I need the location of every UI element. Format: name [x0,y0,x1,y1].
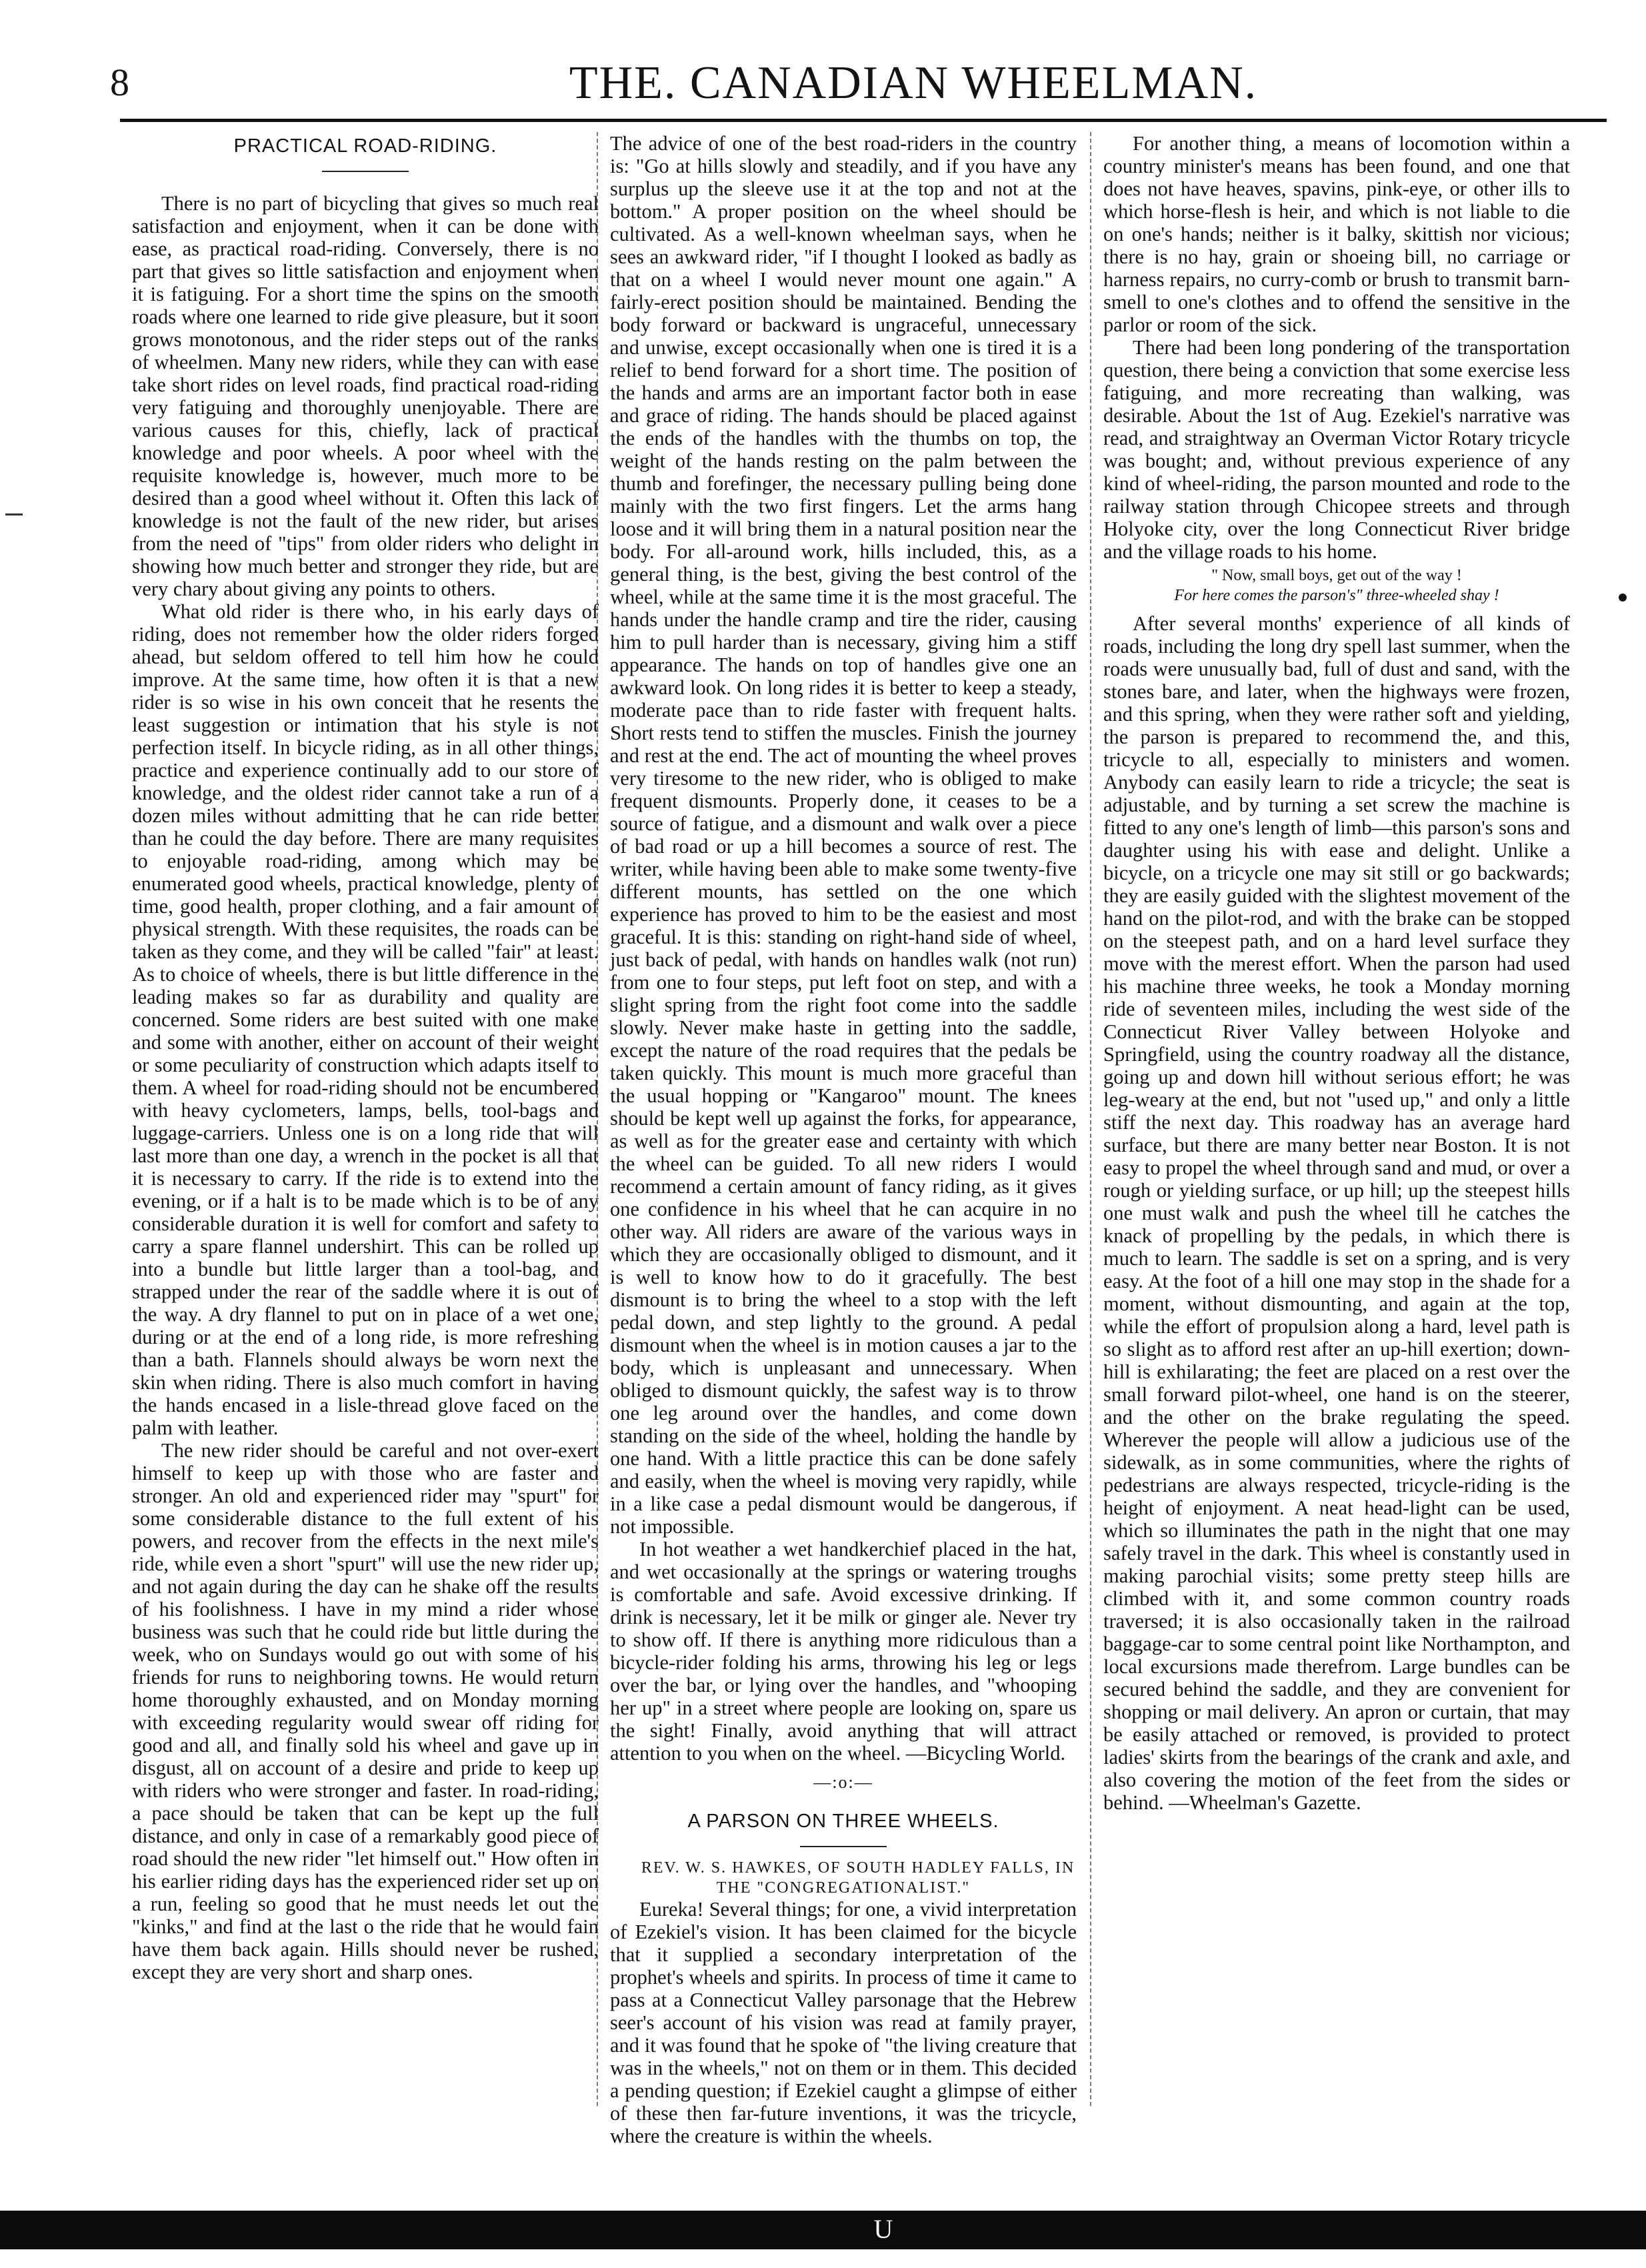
column-rule [1090,132,1091,2106]
page-number: 8 [110,61,129,104]
article-title: PRACTICAL ROAD-RIDING. [233,135,497,157]
masthead: THE. CANADIAN WHEELMAN. [569,57,1258,109]
paragraph: The new rider should be careful and not over-exert himself to keep up with those who are faster and stronger. An old and experienced rider may "spurt" for some considerable distance to the full extent of his powers, and recover from the effects in the next mile's ride, while even a short "spurt" will use the new rider up, and not again during the day can he shake off the results of his foolishness. I have in my mind a rider whose business was such that he could ride but little during the week, who on Sundays would go out with some of his friends for runs to neighboring towns. He would return home thoroughly exhausted, and on Monday morning with exceeding regularity would swear off riding for good and all, and finally sold his wheel and gave up in disgust, all on account of a desire and pride to keep up with riders who were stronger and faster. In road-riding, a pace should be taken that can be kept up the full distance, and only in case of a remarkably good piece of road should the new rider "let himself out." How often in his earlier riding days has the experienced rider set up on a run, feeling so good that he must needs let out the "kinks," and find at the last o the ride that he would fain have them back again. Hills should never be rushed, except they are very short and sharp ones. [132,1439,599,1983]
paragraph: The advice of one of the best road-riders in the country is: "Go at hills slowly and steadily, and if you have any surplus up the sleeve use it at the top and not at the bottom." A proper position on the wheel should be cultivated. As a well-known wheelman says, when he sees an awkward rider, "if I thought I looked as badly as that on a wheel I would never mount one again." A fairly-erect position should be maintained. Bending the body forward or backward is ungraceful, unnecessary and unwise, except occasionally when one is tired it is a relief to bend forward for a short time. The position of the hands and arms are an important factor both in ease and grace of riding. The hands should be placed against the ends of the handles with the thumbs on top, the weight of the hands resting on the palm between the thumb and forefinger, the necessary pulling being done mainly with the two first fingers. Let the arms hang loose and it will bring them in a natural position near the body. For all-around work, hills included, this, as a general thing, is the best, giving the best control of the wheel, while at the same time it is the most graceful. The hands under the handle cramp and tire the rider, causing him to pull harder than is necessary, giving him a stiff appearance. The hands on top of handles give one an awkward look. On long rides it is better to keep a steady, moderate pace than to ride faster with frequent halts. Short rests tend to stiffen the muscles. Finish the journey and rest at the end. The act of mounting the wheel proves very tiresome to the new rider, who is obliged to make frequent dismounts. Properly done, it ceases to be a source of fatigue, and a dismount and walk over a piece of bad road or up a hill becomes a source of rest. The writer, while having been able to make some twenty-five different mounts, has settled on the one which experience has proved to him to be the easiest and most graceful. It is this: standing on right-hand side of wheel, just back of pedal, with hands on handles walk (not run) from one to four steps, put left foot on step, and with a slight spring from the right foot come into the saddle slowly. Never make haste in getting into the saddle, except the nature of the road requires that the pedals be taken quickly. This mount is much more graceful than the usual hopping or "Kangaroo" mount. The knees should be kept well up against the forks, for appearance, as well as for the greater ease and certainty with which the wheel can be guided. To all new riders I would recommend a certain amount of fancy riding, as it gives one confidence in his wheel that he can acquire in no other way. All riders are aware of the various ways in which they are occasionally obliged to dismount, and it is well to know how to do it gracefully. The best dismount is to bring the wheel to a stop with the left pedal down, and step lightly to the ground. A pedal dismount when the wheel is in motion causes a jar to the body, which is unpleasant and unnecessary. When obliged to dismount quickly, the safest way is to throw one leg around over the handles, and come down standing on the side of the wheel, holding the handle by one hand. With a little practice this can be done safely and easily, when the wheel is moving very rapidly, while in a like case a pedal dismount would be dangerous, if not impossible. [610,132,1077,1538]
column-2 [610,132,1077,2147]
verse-line: " Now, small boys, get out of the way ! [1211,567,1462,584]
article-title: A PARSON ON THREE WHEELS. [687,1811,999,1832]
bar-mark: U [873,2214,893,2244]
bottom-bar [0,2211,1646,2249]
margin-mark [5,513,23,521]
paragraph: Eureka! Several things; for one, a vivid interpretation of Ezekiel's vision. It has been claimed for the bicycle that it supplied a secondary interpretation of the prophet's wheels and spirits. In process of time it came to pass at a Connecticut Valley parsonage that the Hebrew seer's account of his vision was read at family prayer, and it was found that he spoke of "the living creature that was in the wheels," not on them or in them. This decided a pending question; if Ezekiel caught a glimpse of either of these then far-future inventions, it was the tricycle, where the creature is within the wheels. [610,1898,1077,2147]
verse [1103,565,1570,606]
paragraph: What old rider is there who, in his early days of riding, does not remember how the older riders forged ahead, but seldom offered to tell him how he could improve. At the same time, how often it is that a new rider is so wise in his own conceit that he resents the least suggestion or intimation that his style is not perfection itself. In bicycle riding, as in all other things, practice and experience continually add to our store of knowledge, and the oldest rider cannot take a run of a dozen miles without admitting that he can ride better than he could the day before. There are many requisites to enjoyable road-riding, among which may be enumerated good wheels, practical knowledge, plenty of time, good health, proper clothing, and a fair amount of physical strength. With these requisites, the roads can be taken as they come, and they will be called "fair" at least. As to choice of wheels, there is but little difference in the leading makes so far as durability and quality are concerned. Some riders are best suited with one make and some with another, either on account of their weight or some peculiarity of construction which adapts itself to them. A wheel for road-riding should not be encumbered with heavy cyclometers, lamps, bells, tool-bags and luggage-carriers. Unless one is on a long ride that will last more than one day, a wrench in the pocket is all that it is necessary to carry. If the ride is to extend into the evening, or if a halt is to be made which is to be of any considerable duration it is well for comfort and safety to carry a spare flannel undershirt. This can be rolled up into a bundle but little larger than a tool-bag, and strapped under the rear of the saddle where it is out of the way. A dry flannel to put on in place of a wet one, during or at the end of a long ride, is more refreshing than a bath. Flannels should always be worn next the skin when riding. There is also much comfort in having the hands encased in a lisle-thread glove faced on the palm with leather. [132,600,599,1439]
paragraph: For another thing, a means of locomotion within a country minister's means has been found, and one that does not have heaves, spavins, pink-eye, or other ills to which horse-flesh is heir, and which is not liable to die on one's hands; neither is it balky, skittish nor vicious; there is no hay, grain or shoeing bill, no carriage or harness repairs, no curry-comb or brush to transmit barn-smell to one's clothes and to offend the sensitive in the parlor or room of the sick. [1103,132,1570,336]
header-rule [120,119,1607,122]
column-1 [132,132,599,2113]
byline: REV. W. S. HAWKES, OF SOUTH HADLEY FALLS, IN THE "CONGREGATIONALIST." [641,1859,1075,1897]
paragraph: In hot weather a wet handkerchief placed in the hat, and wet occasionally at the springs or watering troughs is comfortable and safe. Avoid excessive drinking. If drink is necessary, let it be milk or ginger ale. Never try to show off. If there is anything more ridiculous than a bicycle-rider folding his arms, throwing his leg or legs over the bar, or lying over the handles, and "whooping her up" in a street where people are looking on, spare us the sight! Finally, avoid anything that will attract attention to you when on the wheel. —Bicycling World. [610,1538,1077,1765]
paragraph: There had been long pondering of the transportation question, there being a conviction that some exercise less fatiguing, and more recreating than walking, was desirable. About the 1st of Aug. Ezekiel's narrative was read, and straightway an Overman Victor Rotary tricycle was bought; and, without previous experience of any kind of wheel-riding, the parson mounted and rode to the railway station through Chicopee streets and through Holyoke city, over the long Connecticut River bridge and the village roads to his home. [1103,336,1570,563]
margin-dot [1619,594,1627,602]
paragraph: There is no part of bicycling that gives so much real satisfaction and enjoyment, when it can be done with ease, as practical road-riding. Conversely, there is no part that gives so little satisfaction and enjoyment when it is fatiguing. For a short time the spins on the smooth roads where one learned to ride give pleasure, but it soon grows monotonous, and the rider steps out of the ranks of wheelmen. Many new riders, while they can with ease take short rides on level roads, find practical road-riding very fatiguing and thoroughly unenjoyable. There are various causes for this, chiefly, lack of practical knowledge and poor wheels. A poor wheel with the requisite knowledge is, however, much more to be desired than a good wheel without it. Often this lack of knowledge is not the fault of the new rider, but arises from the need of "tips" from older riders who delight in showing how much better and stronger they ride, but are very chary about giving any points to others. [132,192,599,600]
paragraph: After several months' experience of all kinds of roads, including the long dry spell last summer, when the roads were unusually bad, full of dust and sand, with the stones bare, and later, when the highways were frozen, and this spring, when they were rather soft and yielding, the parson is prepared to recommend the, and this, tricycle to all, especially to ministers and women. Anybody can easily learn to ride a tricycle; the seat is adjustable, and by turning a set screw the machine is fitted to any one's length of limb—this parson's sons and daughter using his with ease and delight. Unlike a bicycle, on a tricycle one may sit still or go backwards; they are easily guided with the slightest movement of the hand on the pilot-rod, and with the brake can be stopped on the steepest path, and on a hard level surface they move with the merest effort. When the parson had used his machine three weeks, he took a Monday morning ride of seventeen miles, including the west side of the Connecticut River Valley between Holyoke and Springfield, using the country roadway all the distance, going up and down hill without serious effort; he was leg-weary at the end, but not "used up," and only a little stiff the next day. This roadway has an average hard surface, but there are many better near Boston. It is not easy to propel the wheel through sand and mud, or over a rough or yielding surface, or up hill; up the steepest hills one must walk and push the wheel till he catches the knack of propelling by the pedals, in which there is much to learn. The saddle is set on a spring, and is very easy. At the foot of a hill one may stop in the shade for a moment, without dismounting, and again at the top, while the effort of propulsion along a hard, level path is so slight as to afford rest after an up-hill exertion; down-hill is exhilarating; the feet are placed on a rest over the small forward pilot-wheel, one hand is on the steerer, and the other on the brake regulating the speed. Wherever the people will allow a judicious use of the sidewalk, as in some communities, where the rights of pedestrians are always respected, tricycle-riding is the height of enjoyment. A neat head-light can be used, which so illuminates the path in the night that one may safely travel in the dark. This wheel is constantly used in making parochial visits; some pretty steep hills are climbed with it, and some common country roads traversed; it is also occasionally taken in the railroad baggage-car to some central point like Northampton, and local excursions made therefrom. Large bundles can be secured behind the saddle, and they are convenient for shopping or mail delivery. An apron or curtain, that may be easily attached or removed, is provided to protect ladies' skirts from the bearings of the crank and axle, and also covering the motion of the feet from the sides or behind. —Wheelman's Gazette. [1103,612,1570,1814]
title-rule [322,171,409,172]
section-divider: —:o:— [813,1773,873,1792]
verse-line: For here comes the parson's" three-wheeled shay ! [1174,587,1499,604]
column-3 [1103,132,1570,2113]
title-rule [800,1846,887,1847]
